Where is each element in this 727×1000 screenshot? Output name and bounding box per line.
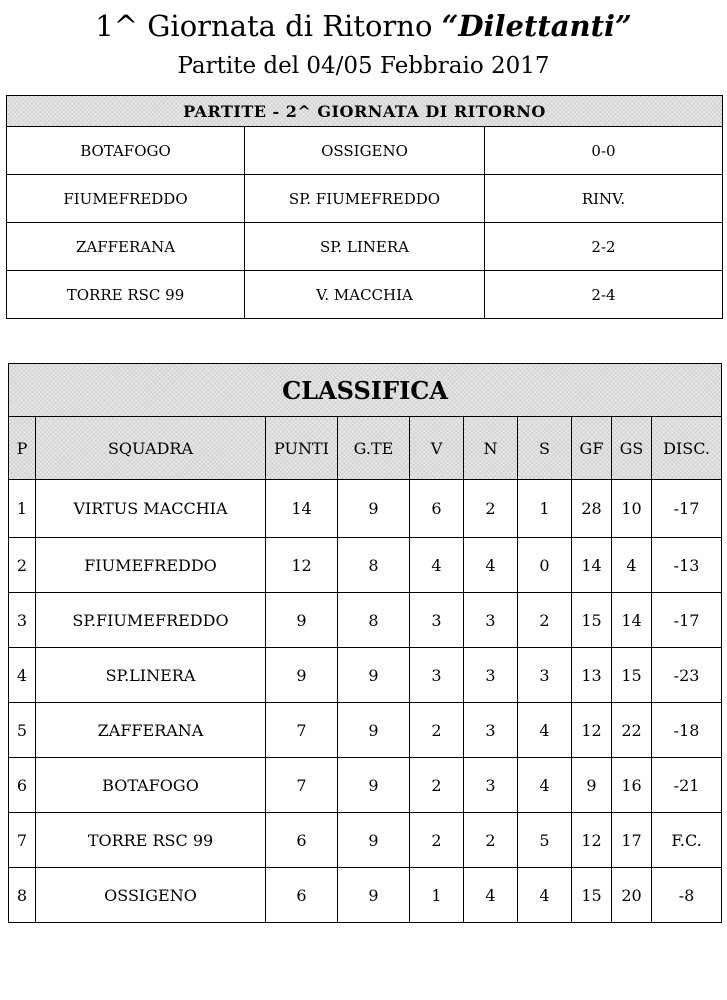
position: 1 <box>9 480 36 538</box>
match-away-team: OSSIGENO <box>245 127 485 175</box>
team-name: TORRE RSC 99 <box>36 813 266 868</box>
team-name: VIRTUS MACCHIA <box>36 480 266 538</box>
goals-for: 13 <box>572 648 612 703</box>
points: 12 <box>266 538 338 593</box>
goals-for: 12 <box>572 813 612 868</box>
position: 2 <box>9 538 36 593</box>
table-row <box>9 593 722 648</box>
wins: 3 <box>410 593 464 648</box>
match-result: 2-2 <box>485 223 723 271</box>
wins: 2 <box>410 703 464 758</box>
matches-header: PARTITE - 2^ GIORNATA DI RITORNO <box>7 96 723 127</box>
match-result: 2-4 <box>485 271 723 319</box>
discipline: F.C. <box>652 813 722 868</box>
goals-for: 15 <box>572 593 612 648</box>
team-name: SP.FIUMEFREDDO <box>36 593 266 648</box>
page-subtitle: Partite del 04/05 Febbraio 2017 <box>177 53 550 79</box>
goals-against: 22 <box>612 703 652 758</box>
standings-table <box>8 363 722 923</box>
games-played: 9 <box>338 758 410 813</box>
losses: 4 <box>518 703 572 758</box>
losses: 0 <box>518 538 572 593</box>
goals-for: 14 <box>572 538 612 593</box>
match-home-team: FIUMEFREDDO <box>7 175 245 223</box>
goals-against: 15 <box>612 648 652 703</box>
games-played: 9 <box>338 813 410 868</box>
games-played: 8 <box>338 593 410 648</box>
discipline: -18 <box>652 703 722 758</box>
goals-against: 17 <box>612 813 652 868</box>
draws: 2 <box>464 813 518 868</box>
points: 6 <box>266 868 338 923</box>
wins: 2 <box>410 813 464 868</box>
goals-against: 14 <box>612 593 652 648</box>
col-points: PUNTI <box>266 417 338 480</box>
team-name: BOTAFOGO <box>36 758 266 813</box>
col-position: P <box>9 417 36 480</box>
points: 14 <box>266 480 338 538</box>
games-played: 9 <box>338 703 410 758</box>
position: 7 <box>9 813 36 868</box>
points: 9 <box>266 593 338 648</box>
match-row <box>7 223 723 271</box>
match-home-team: BOTAFOGO <box>7 127 245 175</box>
match-result: RINV. <box>485 175 723 223</box>
goals-against: 10 <box>612 480 652 538</box>
match-home-team: ZAFFERANA <box>7 223 245 271</box>
match-away-team: V. MACCHIA <box>245 271 485 319</box>
col-wins: V <box>410 417 464 480</box>
match-result: 0-0 <box>485 127 723 175</box>
goals-for: 28 <box>572 480 612 538</box>
losses: 2 <box>518 593 572 648</box>
goals-for: 12 <box>572 703 612 758</box>
table-row <box>9 538 722 593</box>
col-team: SQUADRA <box>36 417 266 480</box>
table-row <box>9 648 722 703</box>
title-prefix: 1^ Giornata di Ritorno <box>95 9 442 43</box>
match-row <box>7 175 723 223</box>
position: 6 <box>9 758 36 813</box>
team-name: SP.LINERA <box>36 648 266 703</box>
match-home-team: TORRE RSC 99 <box>7 271 245 319</box>
discipline: -13 <box>652 538 722 593</box>
page-title <box>0 6 727 46</box>
match-row <box>7 271 723 319</box>
table-row <box>9 758 722 813</box>
draws: 3 <box>464 593 518 648</box>
draws: 4 <box>464 538 518 593</box>
points: 7 <box>266 758 338 813</box>
wins: 6 <box>410 480 464 538</box>
table-row <box>9 703 722 758</box>
wins: 2 <box>410 758 464 813</box>
losses: 1 <box>518 480 572 538</box>
match-away-team: SP. FIUMEFREDDO <box>245 175 485 223</box>
table-row <box>9 813 722 868</box>
draws: 3 <box>464 703 518 758</box>
points: 7 <box>266 703 338 758</box>
col-draws: N <box>464 417 518 480</box>
wins: 3 <box>410 648 464 703</box>
match-row <box>7 127 723 175</box>
losses: 5 <box>518 813 572 868</box>
col-games: G.TE <box>338 417 410 480</box>
draws: 4 <box>464 868 518 923</box>
losses: 4 <box>518 758 572 813</box>
discipline: -17 <box>652 480 722 538</box>
discipline: -21 <box>652 758 722 813</box>
games-played: 9 <box>338 480 410 538</box>
discipline: -17 <box>652 593 722 648</box>
goals-against: 4 <box>612 538 652 593</box>
losses: 3 <box>518 648 572 703</box>
games-played: 9 <box>338 868 410 923</box>
position: 8 <box>9 868 36 923</box>
team-name: OSSIGENO <box>36 868 266 923</box>
draws: 3 <box>464 758 518 813</box>
matches-table <box>6 95 723 319</box>
position: 3 <box>9 593 36 648</box>
title-emphasis: “Dilettanti” <box>441 9 632 43</box>
col-goals-against: GS <box>612 417 652 480</box>
standings-title: CLASSIFICA <box>9 364 722 417</box>
goals-for: 9 <box>572 758 612 813</box>
discipline: -8 <box>652 868 722 923</box>
points: 6 <box>266 813 338 868</box>
goals-for: 15 <box>572 868 612 923</box>
position: 4 <box>9 648 36 703</box>
match-away-team: SP. LINERA <box>245 223 485 271</box>
goals-against: 20 <box>612 868 652 923</box>
team-name: ZAFFERANA <box>36 703 266 758</box>
table-row <box>9 480 722 538</box>
col-discipline: DISC. <box>652 417 722 480</box>
wins: 1 <box>410 868 464 923</box>
points: 9 <box>266 648 338 703</box>
discipline: -23 <box>652 648 722 703</box>
wins: 4 <box>410 538 464 593</box>
col-goals-for: GF <box>572 417 612 480</box>
losses: 4 <box>518 868 572 923</box>
col-losses: S <box>518 417 572 480</box>
position: 5 <box>9 703 36 758</box>
draws: 2 <box>464 480 518 538</box>
games-played: 9 <box>338 648 410 703</box>
team-name: FIUMEFREDDO <box>36 538 266 593</box>
table-row <box>9 868 722 923</box>
draws: 3 <box>464 648 518 703</box>
standings-header-row <box>9 417 722 480</box>
games-played: 8 <box>338 538 410 593</box>
goals-against: 16 <box>612 758 652 813</box>
